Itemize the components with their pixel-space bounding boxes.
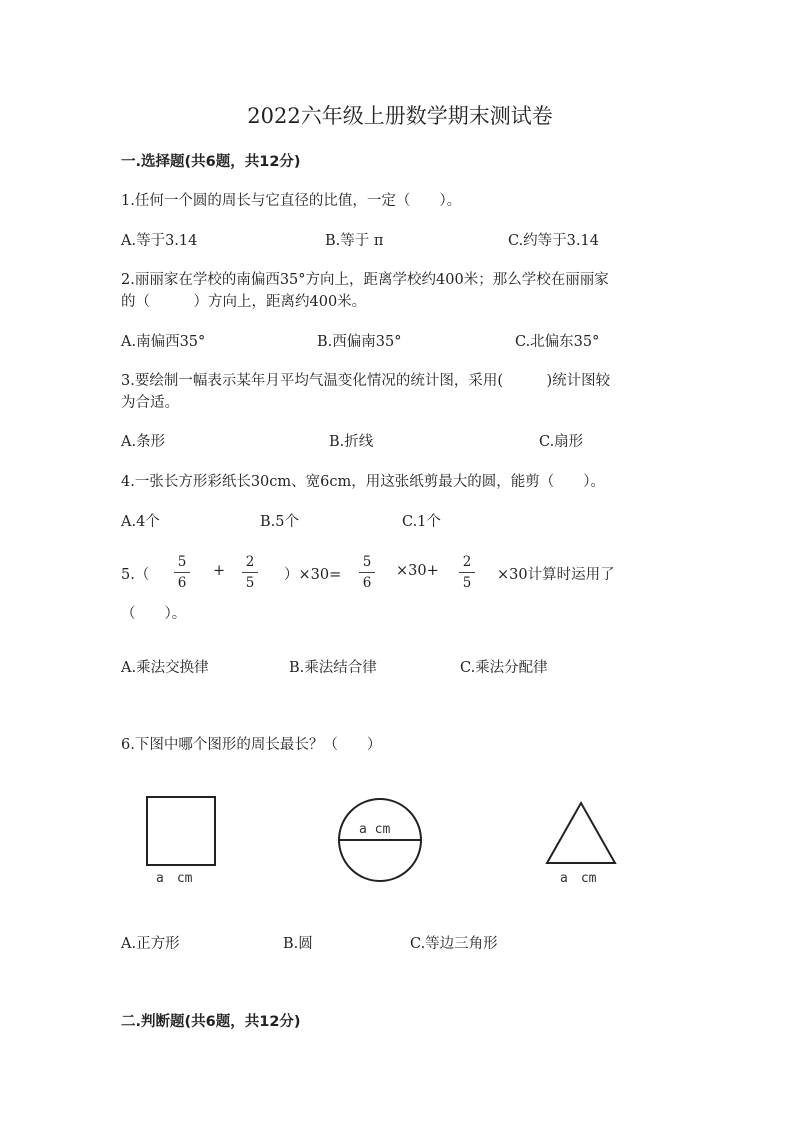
question-4-option-b: B.5个 [260, 514, 299, 530]
fraction-2-5-second [456, 554, 478, 591]
question-3-option-b: B.折线 [329, 434, 374, 450]
question-5-times-30-plus: ×30+ [396, 563, 439, 579]
question-5-option-c: C.乘法分配律 [460, 660, 548, 676]
question-2-option-c: C.北偏东35° [515, 334, 600, 350]
fraction-bar [359, 572, 375, 573]
question-5-option-a: A.乘法交换律 [121, 660, 209, 676]
fraction-numerator: 5 [177, 554, 187, 570]
question-6-option-b: B.圆 [283, 936, 313, 952]
question-6-text: 6.下图中哪个图形的周长最长？（ ） [121, 737, 382, 753]
fraction-numerator: 5 [362, 554, 372, 570]
question-2-line-1: 2.丽丽家在学校的南偏西35°方向上，距离学校约400米；那么学校在丽丽家 [121, 272, 609, 288]
question-5-times-30-equals: ）×30= [284, 567, 342, 583]
question-4-option-a: A.4个 [121, 514, 160, 530]
shapes-figure [120, 780, 680, 910]
question-5-option-b: B.乘法结合律 [289, 660, 377, 676]
question-3-option-a: A.条形 [121, 434, 166, 450]
fraction-numerator: 2 [462, 554, 472, 570]
question-3-line-2: 为合适。 [121, 395, 179, 411]
triangle-shape [547, 803, 615, 863]
fraction-denominator: 6 [177, 575, 187, 591]
question-5-prefix: 5.（ [121, 567, 150, 583]
question-2-option-a: A.南偏西35° [121, 334, 206, 350]
question-4-text: 4.一张长方形彩纸长30cm、宽6cm，用这张纸剪最大的圆，能剪（ ）。 [121, 474, 605, 490]
square-label: a cm [156, 871, 193, 886]
fraction-bar [459, 572, 475, 573]
question-6-option-c: C.等边三角形 [410, 936, 498, 952]
question-5-plus: + [213, 563, 226, 579]
question-5-suffix: ×30计算时运用了 [497, 567, 615, 583]
fraction-denominator: 5 [245, 575, 255, 591]
square-shape [147, 797, 215, 865]
question-1-option-b: B.等于 π [325, 233, 384, 249]
fraction-5-6-second [356, 554, 378, 591]
page-title: 2022六年级上册数学期末测试卷 [247, 104, 553, 128]
section-heading-choice: 一.选择题(共6题，共12分) [121, 154, 301, 170]
fraction-bar [174, 572, 190, 573]
question-4-option-c: C.1个 [402, 514, 441, 530]
question-5-answer-blank: （ ）。 [121, 606, 187, 622]
fraction-bar [242, 572, 258, 573]
question-1-text: 1.任何一个圆的周长与它直径的比值，一定（ ）。 [121, 193, 462, 209]
fraction-2-5-first [239, 554, 261, 591]
question-3-option-c: C.扇形 [539, 434, 584, 450]
circle-label: a cm [359, 822, 391, 837]
question-3-line-1: 3.要绘制一幅表示某年月平均气温变化情况的统计图，采用( )统计图较 [121, 373, 611, 389]
fraction-denominator: 5 [462, 575, 472, 591]
fraction-numerator: 2 [245, 554, 255, 570]
question-2-option-b: B.西偏南35° [317, 334, 402, 350]
triangle-label: a cm [560, 871, 597, 886]
fraction-denominator: 6 [362, 575, 372, 591]
question-6-option-a: A.正方形 [121, 936, 180, 952]
fraction-5-6-first [171, 554, 193, 591]
question-2-line-2: 的（ ）方向上，距离约400米。 [121, 294, 367, 310]
section-heading-judgement: 二.判断题(共6题，共12分) [121, 1014, 301, 1030]
question-1-option-a: A.等于3.14 [121, 233, 198, 249]
question-1-option-c: C.约等于3.14 [508, 233, 599, 249]
